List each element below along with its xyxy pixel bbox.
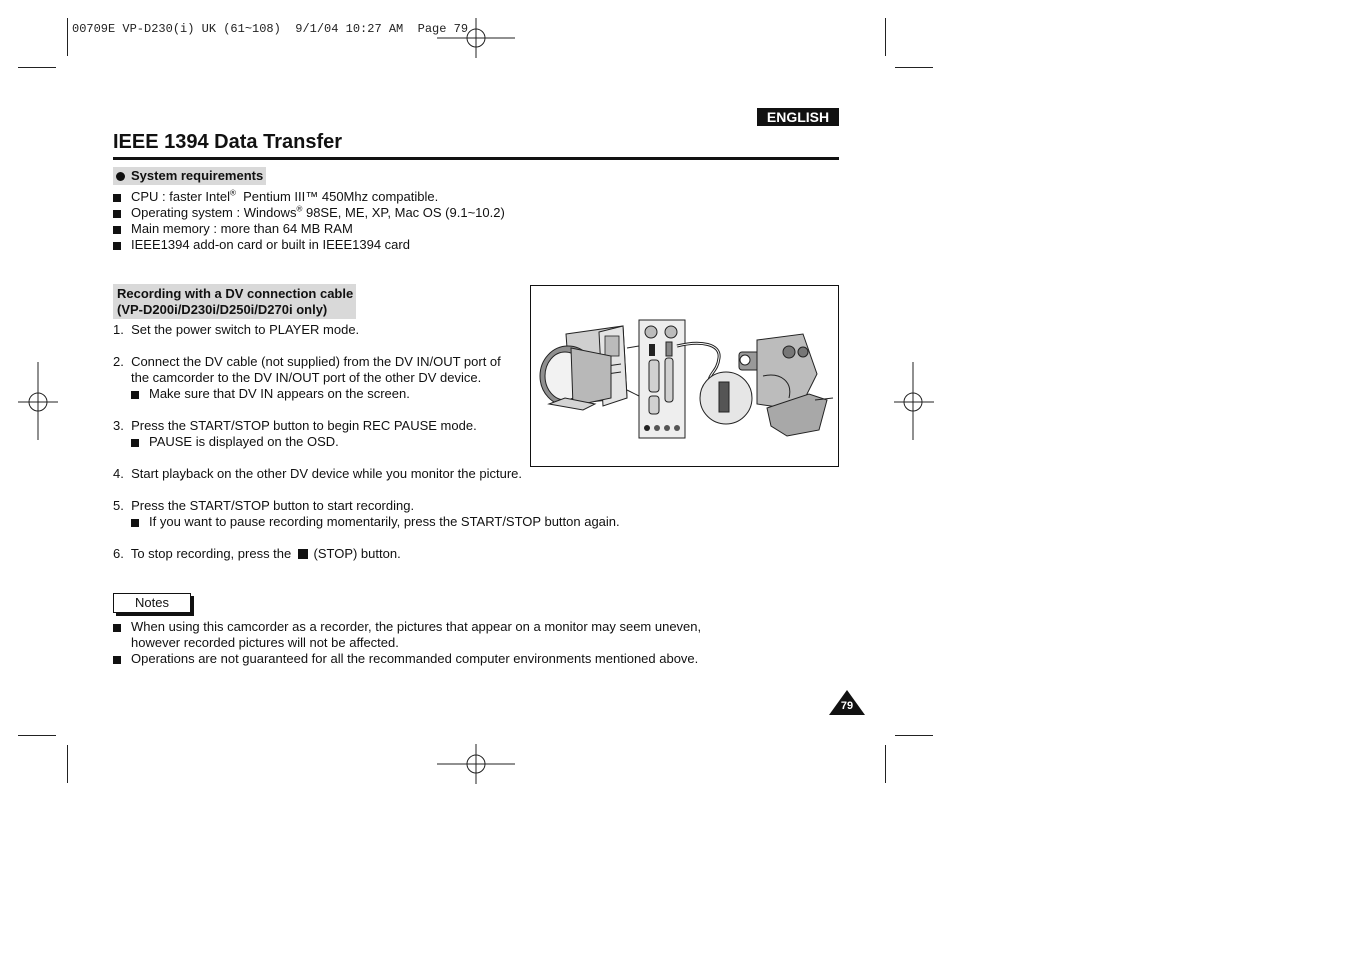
print-header: 00709E VP-D230(i) UK (61~108) 9/1/04 10:27 AM Page 79 bbox=[72, 22, 469, 36]
step-5-note: If you want to pause recording momentarily, press the START/STOP button again. bbox=[149, 514, 620, 529]
square-bullet-icon bbox=[113, 194, 121, 202]
registration-mark-left bbox=[16, 362, 62, 442]
registration-mark-bottom bbox=[437, 742, 517, 786]
square-bullet-icon bbox=[113, 656, 121, 664]
requirement-memory: Main memory : more than 64 MB RAM bbox=[131, 221, 353, 236]
square-bullet-icon bbox=[113, 242, 121, 250]
requirement-cpu: CPU : faster Intel® Pentium III™ 450Mhz compatible. bbox=[131, 188, 439, 204]
pc-camcorder-diagram bbox=[531, 286, 838, 466]
note-1-line1: When using this camcorder as a recorder, the pictures that appear on a monitor may seem uneven, bbox=[131, 619, 702, 634]
step-5: 5. Press the START/STOP button to start recording. bbox=[113, 498, 415, 513]
square-bullet-icon bbox=[113, 624, 121, 632]
square-bullet-icon bbox=[131, 519, 139, 527]
page-number: 79 bbox=[840, 700, 854, 712]
title-rule bbox=[113, 157, 839, 160]
step-1: 1. Set the power switch to PLAYER mode. bbox=[113, 322, 360, 337]
recording-heading: Recording with a DV connection cable (VP-D200i/D230i/D250i/D270i only) bbox=[113, 284, 356, 319]
square-bullet-icon bbox=[131, 391, 139, 399]
language-tab: ENGLISH bbox=[757, 108, 839, 126]
bullet-circle-icon bbox=[116, 172, 125, 181]
system-requirements-heading: System requirements bbox=[113, 167, 266, 185]
step-2-line1: 2. Connect the DV cable (not supplied) from the DV IN/OUT port of bbox=[113, 354, 501, 369]
registration-mark-top bbox=[437, 10, 517, 60]
registration-mark-right bbox=[892, 362, 938, 442]
note-1-line2: however recorded pictures will not be affected. bbox=[131, 635, 399, 650]
stop-icon bbox=[298, 549, 308, 559]
square-bullet-icon bbox=[131, 439, 139, 447]
note-2: Operations are not guaranteed for all the recommanded computer environments mentioned above. bbox=[131, 651, 699, 666]
step-6: 6. To stop recording, press the (STOP) button. bbox=[113, 546, 401, 561]
notes-label-box: Notes bbox=[113, 593, 191, 613]
square-bullet-icon bbox=[113, 226, 121, 234]
requirement-ieee-card: IEEE1394 add-on card or built in IEEE1394 card bbox=[131, 237, 410, 252]
page-title: IEEE 1394 Data Transfer bbox=[113, 131, 343, 153]
square-bullet-icon bbox=[113, 210, 121, 218]
requirement-os: Operating system : Windows® 98SE, ME, XP, Mac OS (9.1~10.2) bbox=[131, 204, 505, 220]
step-3: 3. Press the START/STOP button to begin REC PAUSE mode. bbox=[113, 418, 477, 433]
connection-illustration bbox=[530, 285, 839, 467]
step-2-note: Make sure that DV IN appears on the screen. bbox=[149, 386, 410, 401]
step-4: 4. Start playback on the other DV device while you monitor the picture. bbox=[113, 466, 522, 481]
step-2-line2: the camcorder to the DV IN/OUT port of the other DV device. bbox=[131, 370, 482, 385]
step-3-note: PAUSE is displayed on the OSD. bbox=[149, 434, 339, 449]
